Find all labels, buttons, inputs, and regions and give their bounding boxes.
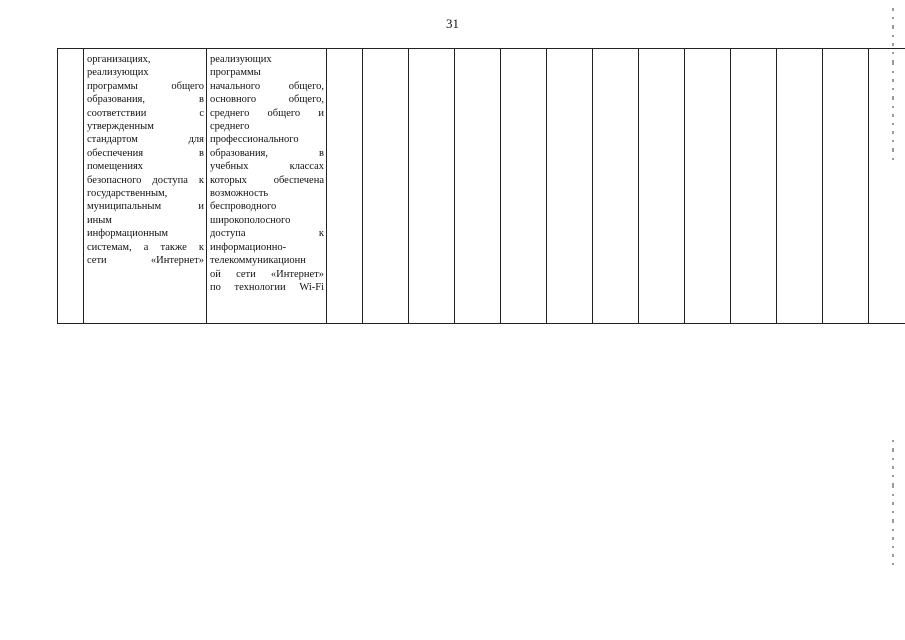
text-line: программы <box>210 67 261 79</box>
text-line: широкополосного <box>210 214 291 226</box>
value-cell <box>685 49 731 324</box>
text-line: реализующих <box>87 67 149 79</box>
value-cell <box>777 49 823 324</box>
text-line: по технологии Wi-Fi <box>210 281 324 293</box>
table-row <box>58 49 905 324</box>
document-table <box>57 48 905 324</box>
text-line: информационно- <box>210 241 287 253</box>
text-line: учебных классах <box>210 161 324 173</box>
text-line: реализующих <box>210 54 272 65</box>
text-line: основного общего, <box>210 94 324 106</box>
text-line: профессионального <box>210 134 299 146</box>
page-number: 31 <box>446 16 459 31</box>
text-line: информационным <box>87 228 169 240</box>
text-line: иным <box>87 214 112 226</box>
value-cell <box>869 49 905 324</box>
value-cell <box>363 49 409 324</box>
value-cell <box>639 49 685 324</box>
text-line: которых обеспечена <box>210 174 324 186</box>
value-cell <box>823 49 869 324</box>
text-line: стандартом для <box>87 134 204 146</box>
text-line: среднего общего и <box>210 107 324 119</box>
value-cell <box>501 49 547 324</box>
text-line: сети «Интернет» <box>87 255 204 267</box>
text-line: доступа к <box>210 228 324 240</box>
text-line: утвержденным <box>87 121 154 133</box>
text-line: соответствии с <box>87 107 204 119</box>
text-line: начального общего, <box>210 80 324 92</box>
value-cell <box>455 49 501 324</box>
indicator-name-text <box>84 49 206 270</box>
text-line: телекоммуникационн <box>210 255 306 267</box>
scan-margin-marks <box>892 8 895 218</box>
text-line: возможность <box>210 188 269 200</box>
text-line: беспроводного <box>210 201 277 213</box>
text-line: муниципальным и <box>87 201 204 213</box>
text-line: помещениях <box>87 161 144 173</box>
text-line: образования, в <box>87 94 204 106</box>
text-line: организациях, <box>87 54 151 65</box>
indicator-description-text <box>207 49 326 296</box>
text-line: обеспечения в <box>87 147 204 159</box>
value-cell <box>593 49 639 324</box>
value-cell <box>327 49 363 324</box>
text-line: ой сети «Интернет» <box>210 268 324 280</box>
value-cell <box>547 49 593 324</box>
text-line: среднего <box>210 121 250 133</box>
value-cell <box>731 49 777 324</box>
text-line: программы общего <box>87 80 204 92</box>
scan-margin-marks <box>892 440 895 620</box>
value-cell <box>409 49 455 324</box>
indicator-name-cell <box>84 49 207 324</box>
index-cell <box>58 49 84 324</box>
text-line: образования, в <box>210 147 324 159</box>
text-line: системам, а также к <box>87 241 204 253</box>
indicator-description-cell <box>207 49 327 324</box>
text-line: государственным, <box>87 188 168 200</box>
text-line: безопасного доступа к <box>87 174 204 186</box>
